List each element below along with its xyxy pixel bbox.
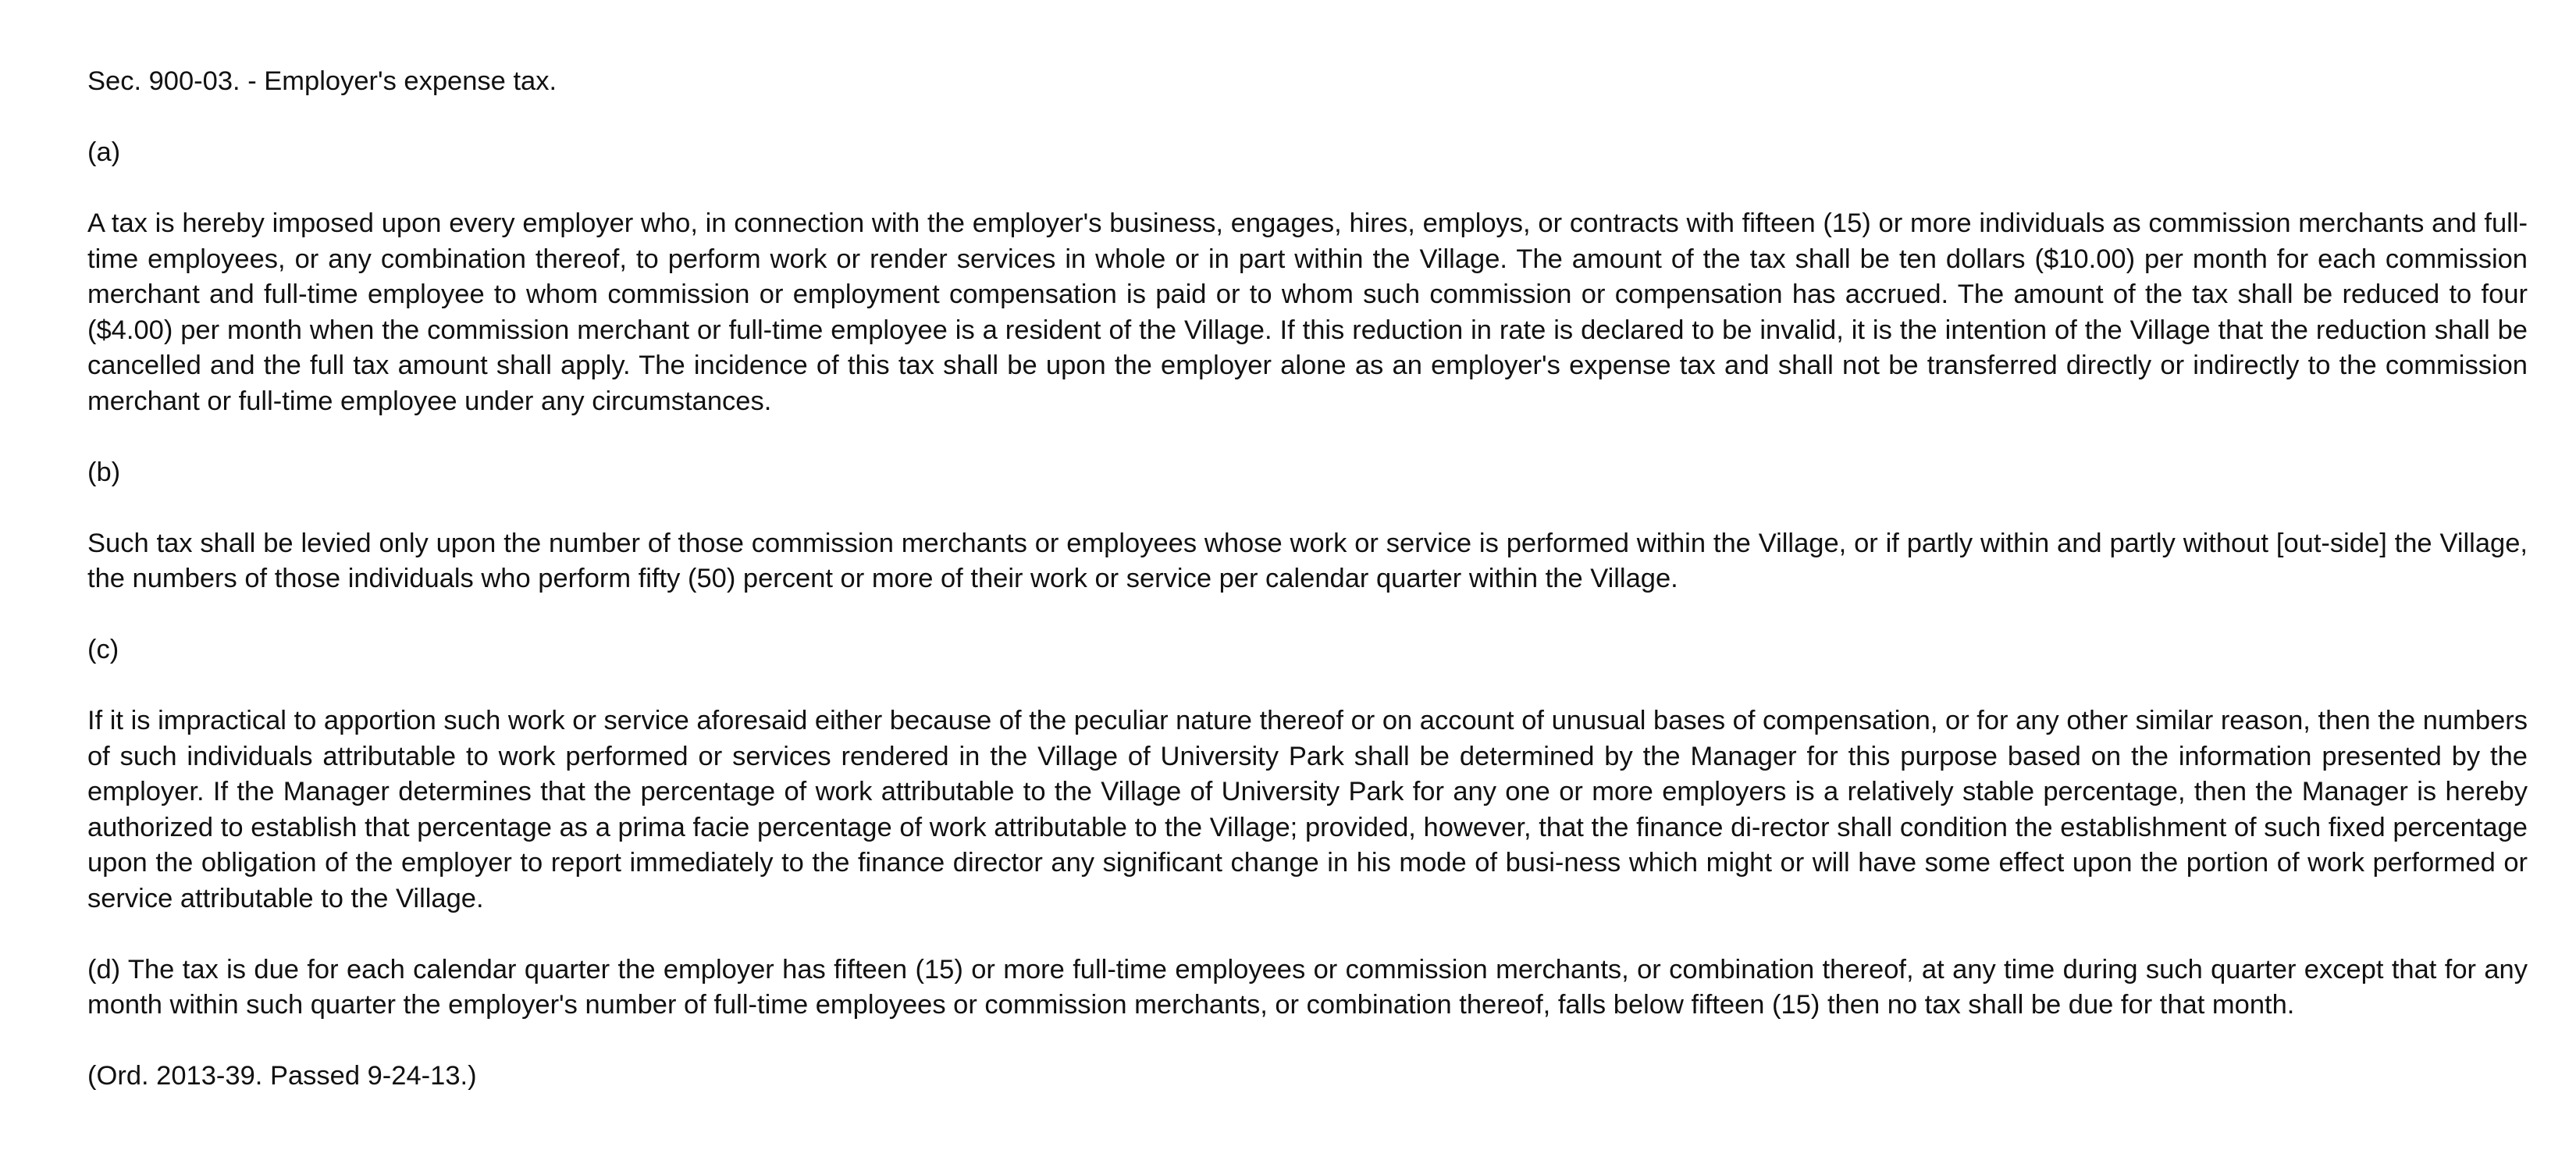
ordinance-history-note: (Ord. 2013-39. Passed 9-24-13.) — [87, 1061, 477, 1091]
subsection-c-text: If it is impractical to apportion such work or service aforesaid either because of the peculiar nature thereof or on account of unusual bases of compensation, or for any other similar reason, then the numbers of such individuals attributable to work performed or services rendered in the Village of University Park shall be determined by the Manager for this purpose based on the information presented by the employer. If the Manager determines that the percentage of work attributable to the Village of University Park for any one or more employers is a relatively stable percentage, then the Manager is hereby authorized to establish that percentage as a prima facie percentage of work attributable to the Village; provided, however, that the finance di-rector shall condition the establishment of such fixed percentage upon the obligation of the employer to report immediately to the finance director any significant change in his mode of busi-ness which might or will have some effect upon the portion of work performed or service attributable to the Village. — [87, 706, 2528, 913]
document-page — [87, 64, 2528, 1095]
section-title: Sec. 900-03. - Employer's expense tax. — [87, 66, 557, 96]
subsection-b-marker: (b) — [87, 457, 121, 487]
subsection-a-marker: (a) — [87, 137, 121, 167]
subsection-a-text: A tax is hereby imposed upon every employer who, in connection with the employer's business, engages, hires, employs, or contracts with fifteen (15) or more individuals as commission merchants and full-time employees, or any combination thereof, to perform work or render services in whole or in part within the Village. The amount of the tax shall be ten dollars ($10.00) per month for each commission merchant and full-time employee to whom commission or employment compensation is paid or to whom such commission or compensation has accrued. The amount of the tax shall be reduced to four ($4.00) per month when the commission merchant or full-time employee is a resident of the Village. If this reduction in rate is declared to be invalid, it is the intention of the Village that the reduction shall be cancelled and the full tax amount shall apply. The incidence of this tax shall be upon the employer alone as an employer's expense tax and shall not be transferred directly or indirectly to the commission merchant or full-time employee under any circumstances. — [87, 208, 2528, 416]
subsection-c-marker: (c) — [87, 635, 119, 664]
subsection-d-text: (d) The tax is due for each calendar quarter the employer has fifteen (15) or more full-time employees or commission merchants, or combination thereof, at any time during such quarter except that for any month within such quarter the employer's number of full-time employees or commission merchants, or combination thereof, falls below fifteen (15) then no tax shall be due for that month. — [87, 954, 2528, 1020]
subsection-b-text: Such tax shall be levied only upon the number of those commission merchants or employees whose work or service is performed within the Village, or if partly within and partly without [out-side] the Village, the numbers of those individuals who perform fifty (50) percent or more of their work or service per calendar quarter within the Village. — [87, 528, 2528, 593]
